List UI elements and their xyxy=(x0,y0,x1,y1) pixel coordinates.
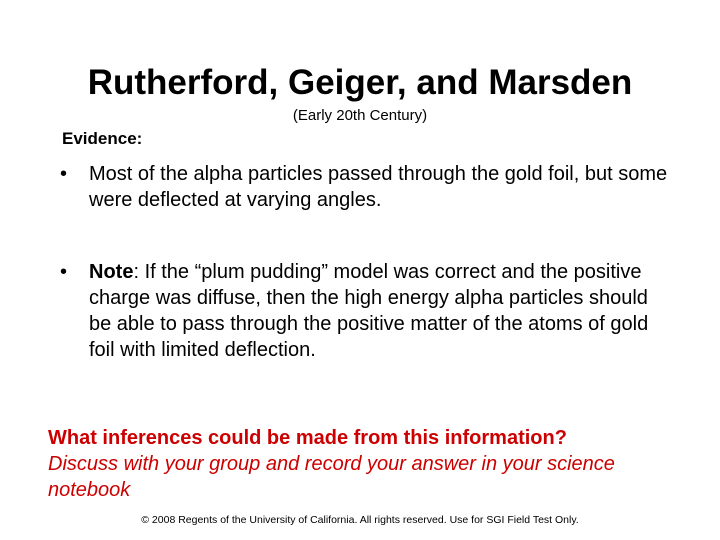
question-prompt: What inferences could be made from this information? xyxy=(48,427,567,449)
bullet-item-2 xyxy=(60,259,670,363)
bullet-text-container xyxy=(89,259,670,363)
slide-subtitle: (Early 20th Century) xyxy=(292,107,428,124)
bullet-item-1 xyxy=(60,161,670,213)
bullet-lead: Note xyxy=(89,261,134,283)
discussion-question xyxy=(48,425,698,503)
bullet-marker: • xyxy=(60,261,68,283)
slide-title: Rutherford, Geiger, and Marsden xyxy=(87,63,633,102)
question-instruction: Discuss with your group and record your answer in your science notebook xyxy=(48,453,615,501)
evidence-label: Evidence: xyxy=(62,129,143,148)
bullet-text: Most of the alpha particles passed through the gold foil, but some were deflected at varying angles. xyxy=(89,163,668,211)
bullet-text: : If the “plum pudding” model was correct and the positive charge was diffuse, then the high energy alpha particles should be able to pass through the positive matter of the atoms of gold foil with limited deflection. xyxy=(89,261,649,361)
copyright-footer: © 2008 Regents of the University of California. All rights reserved. Use for SGI Field Test Only. xyxy=(141,514,579,526)
bullet-marker: • xyxy=(60,163,68,185)
